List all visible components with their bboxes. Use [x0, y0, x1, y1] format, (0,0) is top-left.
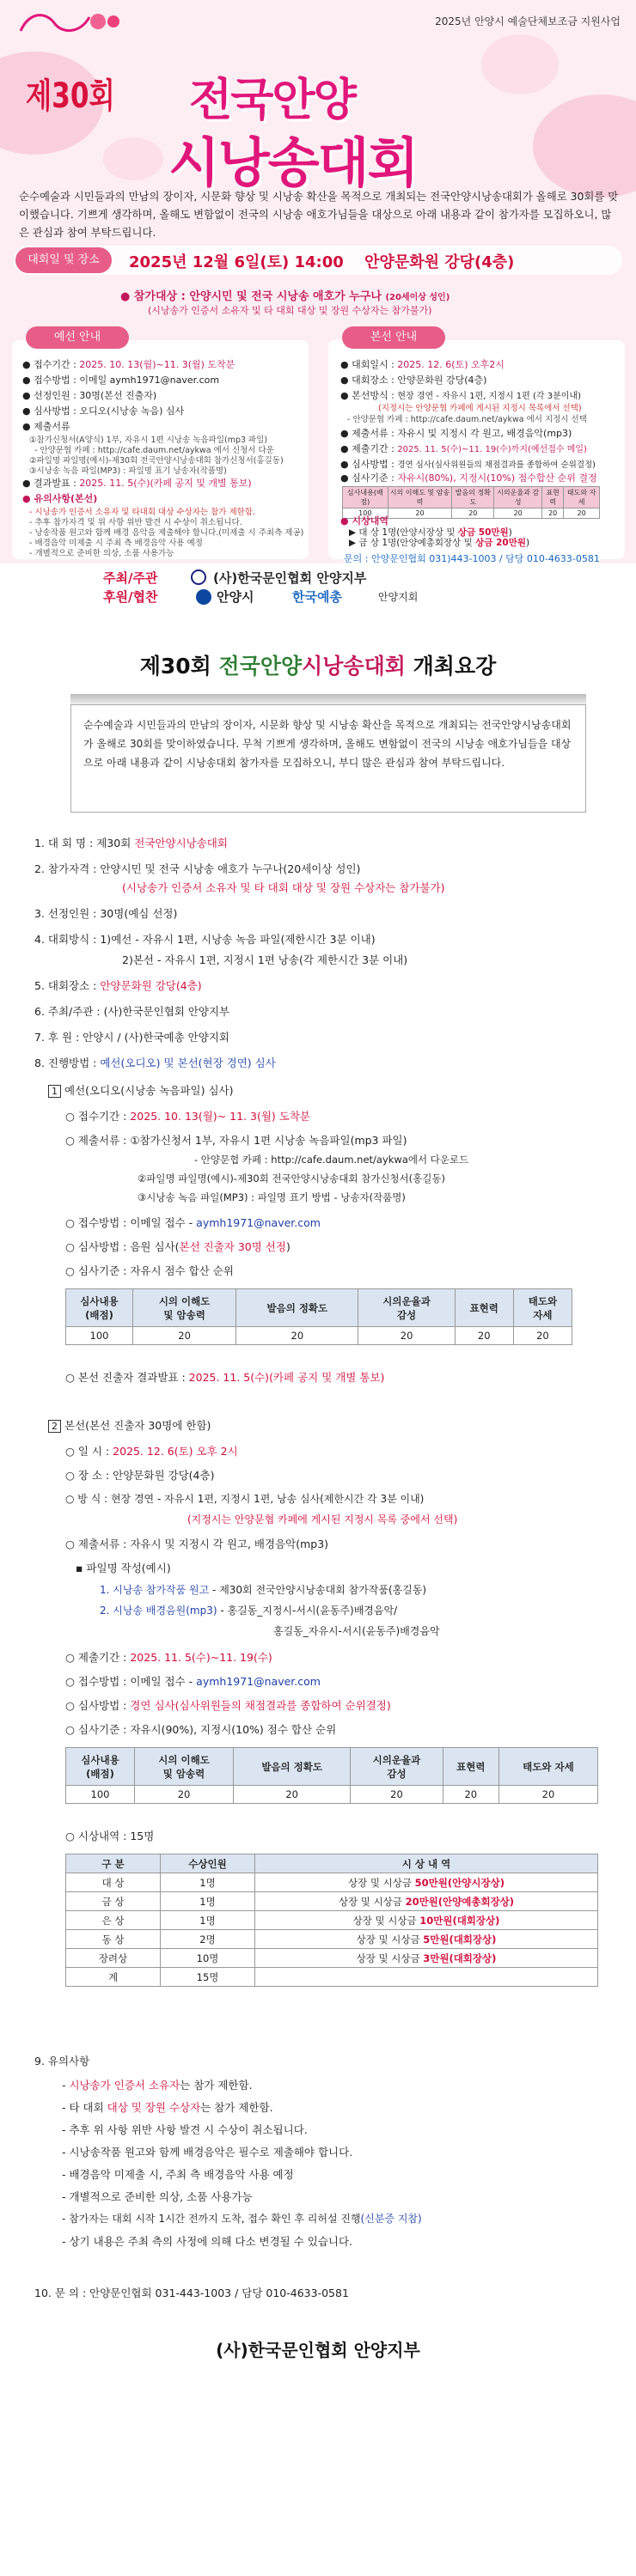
prelim-judging: ○ 심사방법 : 음원 심사(본선 진출자 30명 선정) — [65, 1240, 290, 1253]
title-line-1: 전국안양 — [189, 75, 355, 126]
prelim-method: ○ 접수방법 : 이메일 접수 - aymh1971@naver.com — [65, 1216, 321, 1229]
prelim-line: ● 접수기간 : 2025. 10. 13(월)~11. 3(월) 도착분 — [22, 359, 235, 370]
sponsor-note: 2025년 안양시 예술단체보조금 지원사업 — [435, 15, 621, 27]
table-row: 은 상 1명 상장 및 시상금 10만원(대회장상) — [66, 1911, 598, 1930]
prelim-doc-a: - 안양문협 카페 : http://cafe.daum.net/aykwa에서 다운로드 — [194, 1154, 469, 1166]
note-line: - 낭송작품 원고와 함께 배경 음악을 제출해야 합니다.(미제출 시 주최측 제공) — [29, 528, 304, 538]
item-7: 7. 후 원 : 안양시 / (사)한국예총 안양지회 — [34, 1031, 229, 1044]
support-label: 후원/협찬 — [103, 589, 158, 605]
prelim-period: ○ 접수기간 : 2025. 10. 13(월)~ 11. 3(월) 도착분 — [65, 1110, 310, 1123]
item-8: 8. 진행방법 : 예선(오디오) 및 본선(현장 경연) 심사 — [34, 1057, 276, 1069]
note-line: - 배경음악 미제출 시, 주최 측 배경음악 사용 예정 — [62, 2168, 294, 2181]
prelim-score-table: 심사내용 (배점) 시의 이해도 및 암송력 발음의 정확도 시의운율과 감성 표현력 태도와 자세 100 20 20 20 20 20 — [65, 1288, 572, 1345]
notes-heading: 9. 유의사항 — [34, 2055, 90, 2067]
support-1: 안양시 — [217, 589, 254, 605]
edition-label: 제30회 — [26, 76, 115, 116]
item-1: 1. 대 회 명 : 제30회 전국안양시낭송대회 — [34, 837, 228, 850]
contact: 10. 문 의 : 안양문인협회 031-443-1003 / 담당 010-4633-0581 — [34, 2287, 349, 2299]
final-score-table: 심사내용 (배점) 시의 이해도 및 암송력 발음의 정확도 시의운율과 감성 표현력 태도와 자세 100 20 20 20 20 20 — [65, 1747, 598, 1804]
host-label: 주최/주관 — [103, 570, 158, 586]
final-period: ○ 제출기간 : 2025. 11. 5(수)~11. 19(수) — [65, 1651, 272, 1664]
item-2: 2. 참가자격 : 안양시민 및 전국 시낭송 애호가 누구나(20세이상 성인) — [34, 862, 361, 875]
eligibility: ● 참가대상 : 안양시민 및 전국 시낭송 애호가 누구나 (20세이상 성인) — [120, 290, 450, 303]
final-date: ○ 일 시 : 2025. 12. 6(토) 오후 2시 — [65, 1445, 238, 1458]
note-line: - 상기 내용은 주최 측의 사정에 의해 다소 변경될 수 있습니다. — [62, 2235, 353, 2248]
prelim-doc: ②파일명 파일명(예시)-제30회 전국안양시낭송대회 참가신청서(홍길동) — [29, 456, 284, 466]
final-place: ○ 장 소 : 안양문화원 강당(4층) — [65, 1469, 215, 1482]
note-line: - 추후 위 사항 위반 사항 발견 시 수상이 취소됩니다. — [62, 2123, 308, 2136]
item-4b: 2)본선 - 자유시 1편, 지정시 1편 낭송(각 제한시간 3분 이내) — [122, 953, 408, 966]
prelim-doc: ③시낭송 녹음 파일(MP3) : 파일명 표기 낭송자(작품명) — [29, 466, 227, 476]
item-2-note: (시낭송가 인증서 소유자 및 타 대회 대상 및 장원 수상자는 참가불가) — [122, 881, 445, 894]
eligibility-text: 참가대상 : 안양시민 및 전국 시낭송 애호가 누구나 — [133, 290, 382, 303]
note-line: - 시낭송작품 원고와 함께 배경음악은 필수로 제출해야 합니다. — [62, 2146, 353, 2159]
final-line-note: - 안양문협 카페 : http://cafe.daum.net/aykwa 에서 지정시 선택 — [347, 415, 587, 424]
final-heading: 본선 안내 — [342, 326, 445, 349]
doc-footer: (사)한국문인협회 안양지부 — [216, 2340, 420, 2360]
final-judging: ○ 심사방법 : 경연 심사(심사위원들의 채점결과를 종합하여 순위결정) — [65, 1699, 391, 1712]
final-section: 2 본선(본선 진출자 30명에 한함) — [48, 1417, 211, 1433]
support-3: 안양지회 — [378, 591, 419, 603]
final-criteria: ○ 심사기준 : 자유시(90%), 지정시(10%) 점수 합산 순위 — [65, 1723, 337, 1736]
prelim-doc-b: ②파일명 파일명(예시)-제30회 전국안양시낭송대회 참가신청서(홍길동) — [138, 1172, 445, 1184]
eligibility-age: (20세이상 성인) — [385, 293, 450, 302]
prize-line: ▶ 금 상 1명(안양예총회장상 및 상금 20만원) — [349, 538, 530, 548]
final-line: ● 심사방법 : 경연 심사(심사위원들의 채점결과를 종합하여 순위결정) — [340, 459, 596, 470]
note-line: - 개별적으로 준비한 의상, 소품 사용가능 — [62, 2190, 253, 2203]
final-format-note: (지정시는 안양문협 카페에 게시된 지정시 목록 중에서 선택) — [187, 1513, 458, 1526]
final-line: ● 제출기간 : 2025. 11. 5(수)~11. 19(수)까지(예선접수 메일) — [340, 443, 587, 454]
final-docs: ○ 제출서류 : 자유시 및 지정시 각 원고, 배경음악(mp3) — [65, 1538, 329, 1550]
host-bar — [0, 563, 636, 606]
final-format: ○ 방 식 : 현장 경연 - 자유시 1편, 지정시 1편, 낭송 심사(제한시간 각 3분 이내) — [65, 1493, 425, 1505]
eligibility-note: (시낭송가 인증서 소유자 및 타 대회 대상 및 장원 수상자는 참가불가) — [148, 305, 432, 316]
prelim-line: ● 심사방법 : 오디오(시낭송 녹음) 심사 — [22, 405, 185, 417]
prelim-doc-c: ③시낭송 녹음 파일(MP3) : 파일명 표기 방법 - 낭송자(작품명) — [138, 1191, 406, 1203]
prelim-line: ● 선정인원 : 30명(본선 진출자) — [22, 390, 157, 401]
date-value: 2025년 12월 6일(토) 14:00 — [129, 253, 344, 271]
note-line: - 참가자는 대회 시작 1시간 전까지 도착, 접수 확인 후 리허설 진행(신분증 지참) — [62, 2213, 422, 2225]
prize-heading: ● 시상내역 — [340, 515, 388, 527]
note-line: - 시낭송가 인증서 소유자 및 타대회 대상 수상자는 참가 제한함. — [29, 508, 256, 517]
final-line: ● 대회일시 : 2025. 12. 6(토) 오후2시 — [340, 359, 505, 370]
note-line: - 추후 참가자격 및 위 사항 위반 발견 시 수상이 취소됩니다. — [29, 518, 242, 527]
poster — [0, 0, 636, 606]
prelim-line: ● 제출서류 — [22, 421, 70, 432]
table-row: 동 상 2명 상장 및 시상금 5만원(대회장상) — [66, 1930, 598, 1949]
table-row: 계 15명 — [66, 1968, 598, 1987]
notes-heading: ● 유의사항(본선) — [22, 493, 98, 504]
item-6: 6. 주최/주관 : (사)한국문인협회 안양지부 — [34, 1005, 230, 1018]
final-line: ● 대회장소 : 안양문화원 강당(4층) — [340, 375, 487, 386]
prelim-heading: 예선 안내 — [26, 326, 129, 349]
file-example-1: 1. 시낭송 참가작품 원고 - 제30회 전국안양시낭송대회 참가작품(홍길동) — [100, 1584, 427, 1596]
note-line: - 시낭송가 인증서 소유자는 참가 제한함. — [62, 2079, 253, 2092]
final-method: ○ 접수방법 : 이메일 접수 - aymh1971@naver.com — [65, 1675, 321, 1688]
support-2: 한국예총 — [292, 589, 342, 605]
doc-title: 제30회 전국안양시낭송대회 개최요강 — [139, 654, 497, 679]
event-logo — [12, 7, 141, 36]
prelim-criteria: ○ 심사기준 : 자유시 점수 합산 순위 — [65, 1264, 234, 1277]
file-example-3: 홍길동_자유시-서시(윤동주)배경음악 — [273, 1625, 440, 1637]
item-5: 5. 대회장소 : 안양문화원 강당(4층) — [34, 979, 202, 992]
file-naming: ▪ 파일명 작성(예시) — [76, 1562, 171, 1574]
item-4a: 4. 대회방식 : 1)예선 - 자유시 1편, 시낭송 녹음 파일(제한시간 3분 이내) — [34, 933, 376, 946]
table-row: 장려상 10명 상장 및 시상금 3만원(대회장상) — [66, 1949, 598, 1968]
association-logo-icon — [191, 569, 206, 585]
place-value: 안양문화원 강당(4층) — [364, 253, 515, 271]
title-line-2: 시낭송대회 — [168, 131, 418, 194]
prize-table: 구 분 수상인원 시 상 내 역 대 상 1명 상장 및 시상금 50만원(안양시장상) 금 상 1명 상장 및 시상금 20만원(안양예총회장상) 은 상 1명 상장 및 시상금 10만원(대회장상) 동 상 2명 상장 및 시상금 5만원(대회장상) 장려상 10명 상장 및 시상금 3만원(대회장상) 계 15명 — [65, 1854, 598, 1987]
prelim-result: ● 결과발표 : 2025. 11. 5(수)(카페 공지 및 개별 통보) — [22, 478, 252, 489]
date-text — [129, 250, 514, 272]
city-logo-icon — [196, 589, 211, 605]
prelim-doc: - 안양문협 카페 : http://cafe.daum.net/aykwa 에서 신청서 다운 — [34, 446, 274, 455]
note-line: - 배경음악 미제출 시 주최 측 배경음악 사용 예정 — [29, 539, 203, 548]
prelim-section: 1 예선(오디오(시낭송 녹음파일) 심사) — [48, 1082, 234, 1098]
final-line: ● 본선방식 : 현장 경연 - 자유시 1편, 지정시 1편 (각 3분이내) — [340, 390, 581, 401]
final-line-note: (지정시는 안양문협 카페에 게시된 지정시 목록에서 선택) — [378, 404, 582, 413]
intro-bar — [70, 694, 586, 704]
host-name: (사)한국문인협회 안양지부 — [213, 570, 367, 586]
prelim-doc: ①참가신청서(A양식) 1부, 자유시 1편 시낭송 녹음파일(mp3 파일) — [29, 435, 268, 445]
prelim-docs: ○ 제출서류 : ①참가신청서 1부, 자유시 1편 시낭송 녹음파일(mp3 파일) — [65, 1134, 407, 1147]
item-3: 3. 선정인원 : 30명(예심 선정) — [34, 907, 178, 920]
inquiry: 문의 : 안양문인협회 031)443-1003 / 담당 010-4633-0581 — [344, 553, 600, 564]
poster-score-table: 심사내용(배점) 시의 이해도 및 암송력 발음의 정확도 시의운율과 감성 표현력 태도와 자세 100 20 20 20 20 20 — [342, 486, 600, 519]
poster-title — [0, 40, 636, 194]
date-label: 대회일 및 장소 — [15, 247, 112, 273]
doc-intro: 순수예술과 시민들과의 만남의 장이자, 시문화 향상 및 시낭송 확산을 목적으로 개최되는 전국안양시낭송대회가 올해로 30회를 맞이하였습니다. 무척 기쁘게 생각하며, 올해도 변함없이 전국의 시낭송 애호가님들을 대상으로 아래 내용과 같이 시낭송대회 참가자를 모집하오니, 부디 많은 관심과 참여 부탁드립니다. — [70, 704, 586, 813]
final-line: ● 제출서류 : 자유시 및 지정시 각 원고, 배경음악(mp3) — [340, 428, 572, 439]
poster-intro: 순수예술과 시민들과의 만남의 장이자, 시문화 향상 및 시낭송 확산을 목적으로 개최되는 전국안양시낭송대회가 올해로 30회를 맞이했습니다. 기쁘게 생각하며, 올해도 변함없이 전국의 시낭송 애호가님들을 대상으로 아래 내용과 같이 참가자를 모집하오니, 많은 관심과 참여 부탁드립니다. — [19, 190, 619, 239]
table-row: 금 상 1명 상장 및 시상금 20만원(안양예총회장상) — [66, 1892, 598, 1911]
prize-count: ○ 시상내역 : 15명 — [65, 1830, 155, 1842]
table-row: 대 상 1명 상장 및 시상금 50만원(안양시장상) — [66, 1873, 598, 1892]
prize-line: ▶ 대 상 1명(안양시장상 및 상금 50만원) — [349, 527, 512, 538]
prelim-result: ○ 본선 진출자 결과발표 : 2025. 11. 5(수)(카페 공지 및 개별 통보) — [65, 1371, 385, 1384]
file-example-2: 2. 시낭송 배경음원(mp3) - 홍길동_지정시-서시(윤동주)배경음악/ — [100, 1605, 398, 1617]
note-line: - 개별적으로 준비한 의상, 소품 사용가능 — [29, 549, 174, 558]
prelim-line: ● 접수방법 : 이메일 aymh1971@naver.com — [22, 375, 220, 386]
note-line: - 타 대회 대상 및 장원 수상자는 참가 제한함. — [62, 2101, 273, 2114]
final-line: ● 심사기준 : 자유시(80%), 지정시(10%) 점수합산 순위 결정 — [340, 472, 597, 484]
